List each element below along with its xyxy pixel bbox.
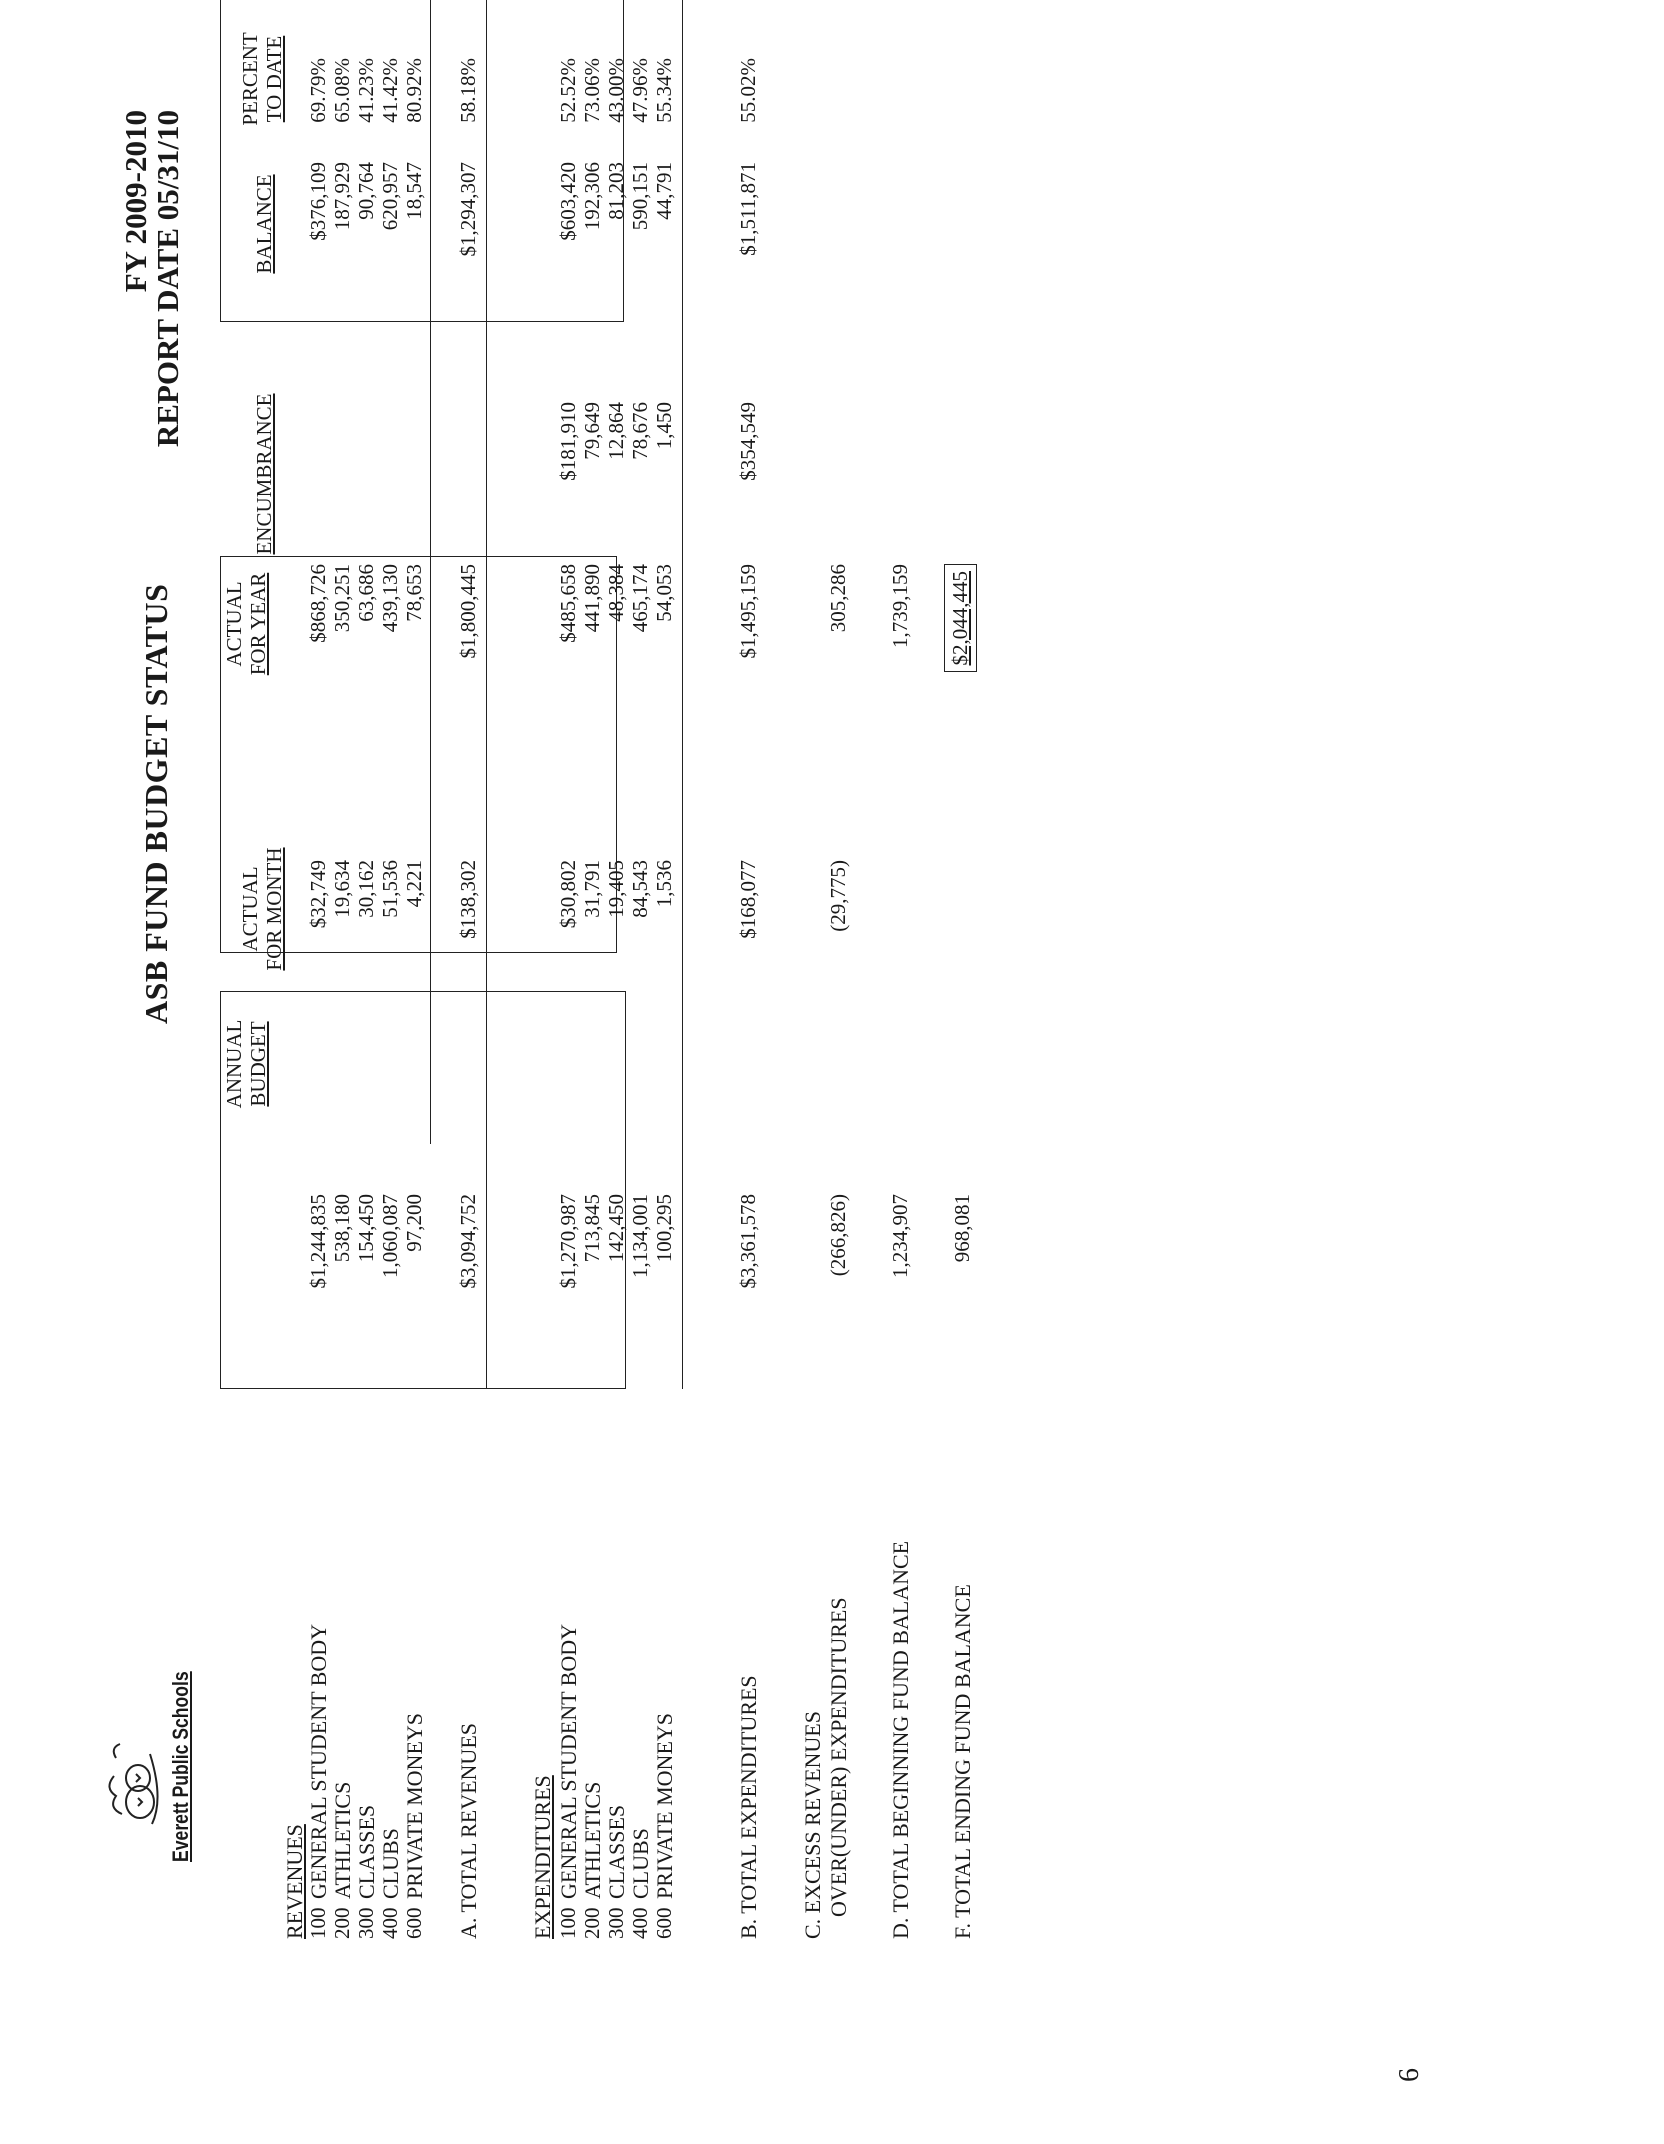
fiscal-year: FY 2009-2010 — [118, 110, 153, 293]
revenue-budget: 538,180 — [330, 1194, 354, 1263]
expenditure-percent: 47.96% — [628, 58, 652, 123]
expenditure-encumbrance: $181,910 — [556, 402, 580, 481]
revenue-code: 100 — [306, 1907, 330, 1939]
excess-revenues-label — [800, 1597, 852, 1939]
revenue-percent: 41.42% — [378, 58, 402, 123]
excess-line1: C. EXCESS REVENUES — [800, 1711, 825, 1939]
revenue-balance: 187,929 — [330, 162, 354, 231]
revenue-budget: $1,244,835 — [306, 1194, 330, 1289]
expenditure-month: 84,543 — [628, 860, 652, 918]
header-encumbrance: ENCUMBRANCE — [252, 393, 276, 555]
ending-balance-budget: 968,081 — [950, 1194, 974, 1263]
revenue-total-rule — [486, 0, 487, 1389]
expenditure-budget: 713,845 — [580, 1194, 604, 1263]
expenditure-budget: $1,270,987 — [556, 1194, 580, 1289]
total-revenues-percent: 58.18% — [456, 58, 480, 123]
header-month-line1: ACTUAL — [238, 866, 262, 952]
total-expenditures-budget: $3,361,578 — [736, 1194, 760, 1289]
revenue-month: 51,536 — [378, 860, 402, 918]
beginning-balance-year: 1,739,159 — [888, 564, 912, 648]
total-revenues-balance: $1,294,307 — [456, 162, 480, 257]
expenditure-percent: 52.52% — [556, 58, 580, 123]
expenditure-balance: $603,420 — [556, 162, 580, 241]
revenues-heading: REVENUES — [282, 1824, 307, 1939]
revenue-year: 439,130 — [378, 564, 402, 633]
beginning-balance-label: D. TOTAL BEGINNING FUND BALANCE — [888, 1540, 913, 1939]
total-expenditures-balance: $1,511,871 — [736, 162, 760, 256]
revenue-percent: 41.23% — [354, 58, 378, 123]
beginning-balance-budget: 1,234,907 — [888, 1194, 912, 1278]
revenue-year: 78,653 — [402, 564, 426, 622]
revenue-month: 4,221 — [402, 860, 426, 908]
expenditure-balance: 192,306 — [580, 162, 604, 231]
expenditure-percent: 43.00% — [604, 58, 628, 123]
header-annual-line2: BUDGET — [246, 1021, 270, 1107]
everett-logo-icon — [92, 1734, 172, 1844]
revenue-year: 350,251 — [330, 564, 354, 633]
excess-line2: OVER(UNDER) EXPENDITURES — [826, 1597, 851, 1917]
expenditure-budget: 142,450 — [604, 1194, 628, 1263]
revenue-year: $868,726 — [306, 564, 330, 643]
revenue-balance: 18,547 — [402, 162, 426, 220]
total-expenditures-encumbrance: $354,549 — [736, 402, 760, 481]
total-expenditures-label: B. TOTAL EXPENDITURES — [736, 1675, 761, 1939]
header-year-line1: ACTUAL — [222, 581, 246, 667]
revenue-code: 600 — [402, 1907, 426, 1939]
revenue-balance: 620,957 — [378, 162, 402, 231]
revenue-name: GENERAL STUDENT BODY — [306, 1624, 331, 1899]
revenue-percent: 80.92% — [402, 58, 426, 123]
header-year-line2: FOR YEAR — [246, 572, 270, 676]
revenue-balance: $376,109 — [306, 162, 330, 241]
total-expenditures-month: $168,077 — [736, 860, 760, 939]
expenditure-code: 600 — [652, 1907, 676, 1939]
header-month-line2: FOR MONTH — [262, 847, 286, 971]
header-annual-line1: ANNUAL — [222, 1019, 246, 1109]
revenue-budget: 1,060,087 — [378, 1194, 402, 1278]
revenue-code: 400 — [378, 1907, 402, 1939]
header-balance: BALANCE — [252, 174, 276, 274]
revenue-name: PRIVATE MONEYS — [402, 1712, 427, 1899]
header-percent-line2: TO DATE — [262, 35, 286, 123]
report-title: ASB FUND BUDGET STATUS — [138, 583, 174, 1024]
expenditure-budget: 100,295 — [652, 1194, 676, 1263]
expenditure-name: PRIVATE MONEYS — [652, 1712, 677, 1899]
revenue-month: 30,162 — [354, 860, 378, 918]
total-expenditures-year: $1,495,159 — [736, 564, 760, 659]
expenditure-name: GENERAL STUDENT BODY — [556, 1624, 581, 1899]
revenue-percent: 69.79% — [306, 58, 330, 123]
expenditure-balance: 590,151 — [628, 162, 652, 231]
expenditure-code: 400 — [628, 1907, 652, 1939]
revenue-month: 19,634 — [330, 860, 354, 918]
expenditure-encumbrance: 79,649 — [580, 402, 604, 460]
revenue-name: CLUBS — [378, 1828, 403, 1899]
expenditure-year: 465,174 — [628, 564, 652, 633]
expenditure-code: 100 — [556, 1907, 580, 1939]
expenditure-percent: 55.34% — [652, 58, 676, 123]
expenditure-budget: 1,134,001 — [628, 1194, 652, 1278]
total-revenues-budget: $3,094,752 — [456, 1194, 480, 1289]
revenue-subtotal-rule — [430, 0, 431, 1144]
page-number: 6 — [1394, 2068, 1425, 2082]
revenue-percent: 65.08% — [330, 58, 354, 123]
header-percent-line1: PERCENT — [238, 32, 262, 126]
header-percent — [238, 4, 286, 154]
expenditure-subtotal-rule — [682, 0, 683, 1389]
total-revenues-label: A. TOTAL REVENUES — [456, 1723, 481, 1939]
revenue-name: ATHLETICS — [330, 1781, 355, 1899]
header-annual-budget — [222, 989, 270, 1139]
expenditure-encumbrance: 1,450 — [652, 402, 676, 450]
ending-balance-year: $2,044,445 — [944, 564, 977, 673]
report-date: REPORT DATE 05/31/10 — [150, 110, 185, 448]
expenditure-encumbrance: 12,864 — [604, 402, 628, 460]
revenue-month: $32,749 — [306, 860, 330, 929]
expenditure-year: 54,053 — [652, 564, 676, 622]
expenditure-percent: 73.06% — [580, 58, 604, 123]
total-expenditures-percent: 55.02% — [736, 58, 760, 123]
revenue-year: 63,686 — [354, 564, 378, 622]
budget-column-box — [220, 991, 626, 1389]
expenditure-name: ATHLETICS — [580, 1781, 605, 1899]
header-actual-month — [238, 834, 286, 984]
expenditure-month: $30,802 — [556, 860, 580, 929]
ending-balance-label: F. TOTAL ENDING FUND BALANCE — [950, 1584, 975, 1939]
revenue-code: 200 — [330, 1907, 354, 1939]
revenue-budget: 154,450 — [354, 1194, 378, 1263]
expenditure-name: CLUBS — [628, 1828, 653, 1899]
expenditure-code: 200 — [580, 1907, 604, 1939]
header-actual-year — [222, 549, 270, 699]
expenditure-encumbrance: 78,676 — [628, 402, 652, 460]
revenue-code: 300 — [354, 1907, 378, 1939]
expenditure-code: 300 — [604, 1907, 628, 1939]
excess-budget: (266,826) — [826, 1194, 850, 1277]
expenditure-year: 441,890 — [580, 564, 604, 633]
expenditure-year: 48,384 — [604, 564, 628, 622]
total-revenues-year: $1,800,445 — [456, 564, 480, 659]
revenue-balance: 90,764 — [354, 162, 378, 220]
expenditures-heading: EXPENDITURES — [530, 1775, 555, 1939]
revenue-budget: 97,200 — [402, 1194, 426, 1252]
expenditure-month: 19,405 — [604, 860, 628, 918]
expenditure-name: CLASSES — [604, 1804, 629, 1899]
total-revenues-month: $138,302 — [456, 860, 480, 939]
expenditure-year: $485,658 — [556, 564, 580, 643]
expenditure-month: 1,536 — [652, 860, 676, 908]
revenue-name: CLASSES — [354, 1804, 379, 1899]
expenditure-month: 31,791 — [580, 860, 604, 918]
excess-year: 305,286 — [826, 564, 850, 633]
excess-month: (29,775) — [826, 860, 850, 932]
expenditure-balance: 81,203 — [604, 162, 628, 220]
expenditure-balance: 44,791 — [652, 162, 676, 220]
org-name: Everett Public Schools — [168, 1671, 193, 1862]
